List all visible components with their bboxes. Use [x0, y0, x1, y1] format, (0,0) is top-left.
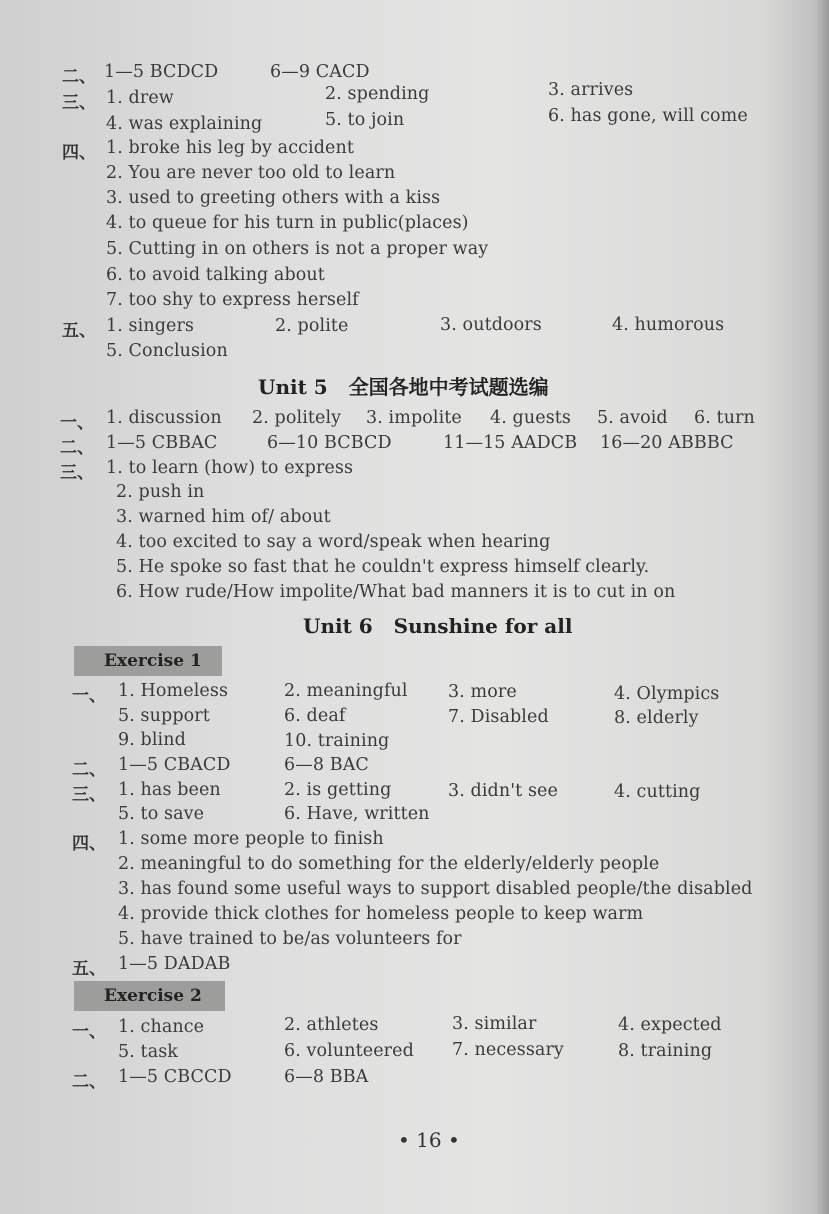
unit6-heading	[303, 614, 572, 638]
exercise-2-header: Exercise 2	[74, 981, 225, 1011]
answer-text: 5. Conclusion	[106, 341, 228, 361]
answer-text: 8. training	[618, 1041, 713, 1061]
answer-text: 5. support	[118, 706, 210, 726]
section-label: 二、	[60, 438, 94, 458]
answer-text: 2. You are never too old to learn	[106, 163, 396, 183]
exercise-1-header: Exercise 1	[74, 646, 222, 676]
section-label: 一、	[60, 413, 94, 433]
answer-text: 10. training	[284, 731, 390, 751]
answer-text: 1. discussion	[106, 408, 222, 428]
answer-text: 4. was explaining	[106, 114, 263, 134]
answer-text: 6. to avoid talking about	[106, 265, 325, 285]
section-label: 一、	[72, 1022, 106, 1042]
section-label: 一、	[72, 686, 106, 706]
answer-text: 16—20 ABBBC	[600, 433, 734, 453]
answer-text: 6. deaf	[284, 706, 346, 726]
answer-text: 1. singers	[106, 316, 195, 336]
answer-text: 1. Homeless	[118, 681, 229, 701]
answer-text: 1—5 CBACD	[118, 755, 231, 775]
answer-text: 5. task	[118, 1042, 179, 1062]
answer-text: 3. impolite	[366, 408, 462, 428]
answer-text: 5. Cutting in on others is not a proper way	[106, 239, 489, 259]
answer-text: 2. politely	[252, 408, 342, 428]
answer-text: 3. has found some useful ways to support disabled people/the disabled	[118, 879, 753, 899]
answer-text: 7. Disabled	[448, 707, 549, 727]
page-edge-shadow	[815, 0, 829, 1214]
answer-text: 2. meaningful	[284, 681, 408, 701]
section-label: 三、	[72, 785, 106, 805]
answer-text: 5. avoid	[597, 408, 668, 428]
answer-text: 3. warned him of/ about	[116, 507, 331, 527]
answer-text: 3. arrives	[548, 80, 634, 100]
section-label: 二、	[72, 1072, 106, 1092]
answer-text: 1. has been	[118, 780, 221, 800]
section-label: 二、	[72, 760, 106, 780]
unit5-heading	[258, 371, 549, 400]
unit5-title: Unit 5	[258, 375, 328, 399]
section-label: 五、	[62, 321, 96, 341]
answer-text: 6. turn	[694, 408, 755, 428]
answer-text: 7. necessary	[452, 1040, 564, 1060]
section-label: 五、	[72, 959, 106, 979]
answer-text: 1—5 CBBAC	[106, 433, 218, 453]
answer-text: 5. to save	[118, 804, 205, 824]
answer-text: 2. is getting	[284, 780, 392, 800]
answer-text: 1. some more people to finish	[118, 829, 384, 849]
answer-text: 6—8 BAC	[284, 755, 369, 775]
answer-text: 1—5 DADAB	[118, 954, 231, 974]
answer-text: 1—5 CBCCD	[118, 1067, 232, 1087]
answer-text: 2. athletes	[284, 1015, 379, 1035]
answer-text: 6. has gone, will come	[548, 106, 748, 126]
answer-text: 3. didn't see	[448, 781, 558, 801]
answer-text: 2. polite	[275, 316, 349, 336]
answer-text: 7. too shy to express herself	[106, 290, 359, 310]
answer-text: 1—5 BCDCD	[104, 62, 219, 82]
answer-text: 8. elderly	[614, 708, 699, 728]
answer-text: 2. push in	[116, 482, 205, 502]
answer-text: 3. more	[448, 682, 517, 702]
answer-text: 4. Olympics	[614, 684, 720, 704]
answer-text: 5. He spoke so fast that he couldn't express himself clearly.	[116, 557, 650, 577]
answer-text: 2. spending	[325, 84, 430, 104]
section-label: 三、	[60, 463, 94, 483]
answer-text: 2. meaningful to do something for the elderly/elderly people	[118, 854, 660, 874]
answer-text: 1. chance	[118, 1017, 205, 1037]
answer-text: 6. How rude/How impolite/What bad manners it is to cut in on	[116, 582, 676, 602]
answer-text: 11—15 AADCB	[443, 433, 578, 453]
answer-text: 4. to queue for his turn in public(places)	[106, 213, 469, 233]
answer-text: 4. cutting	[614, 782, 701, 802]
answer-text: 1. broke his leg by accident	[106, 138, 354, 158]
page-number: • 16 •	[398, 1128, 460, 1152]
answer-text: 4. expected	[618, 1015, 722, 1035]
answer-text: 6. volunteered	[284, 1041, 414, 1061]
answer-text: 4. too excited to say a word/speak when hearing	[116, 532, 551, 552]
section-label: 三、	[62, 93, 96, 113]
answer-text: 9. blind	[118, 730, 186, 750]
answer-text: 6—10 BCBCD	[267, 433, 392, 453]
answer-text: 1. to learn (how) to express	[106, 458, 354, 478]
answer-text: 6—9 CACD	[270, 62, 370, 82]
section-label: 四、	[62, 143, 96, 163]
unit6-subtitle: Sunshine for all	[393, 614, 573, 638]
answer-text: 5. have trained to be/as volunteers for	[118, 929, 462, 949]
answer-text: 1. drew	[106, 88, 174, 108]
answer-text: 5. to join	[325, 110, 405, 130]
answer-text: 6. Have, written	[284, 804, 430, 824]
answer-text: 4. humorous	[612, 315, 725, 335]
answer-text: 3. outdoors	[440, 315, 542, 335]
unit5-subtitle: 全国各地中考试题选编	[348, 375, 549, 399]
section-label: 四、	[72, 834, 106, 854]
answer-text: 3. similar	[452, 1014, 537, 1034]
answer-text: 3. used to greeting others with a kiss	[106, 188, 441, 208]
answer-text: 4. guests	[490, 408, 571, 428]
unit6-title: Unit 6	[303, 614, 373, 638]
answer-text: 4. provide thick clothes for homeless people to keep warm	[118, 904, 644, 924]
answer-text: 6—8 BBA	[284, 1067, 369, 1087]
section-label: 二、	[62, 67, 96, 87]
